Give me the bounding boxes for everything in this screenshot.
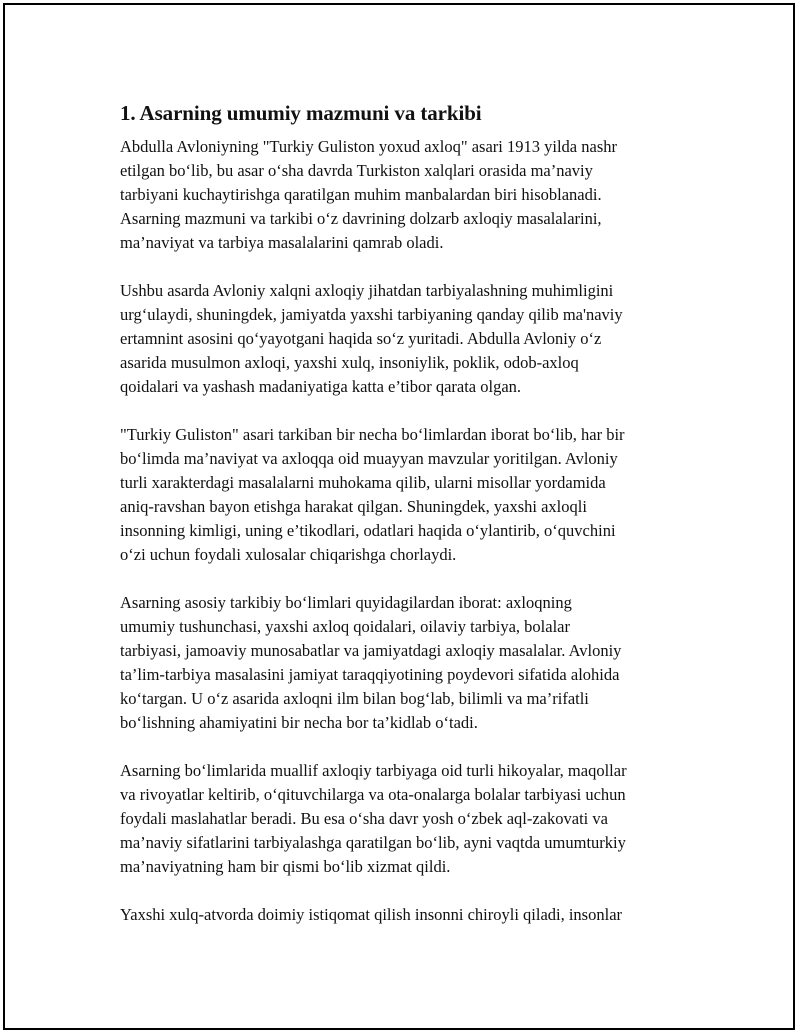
- paragraph-line: ertamnint asosini qo‘yayotgani haqida so‘z yuritadi. Abdulla Avloniy o‘z: [120, 329, 602, 348]
- document-body: [120, 99, 695, 951]
- paragraph-line: va rivoyatlar keltirib, o‘qituvchilarga va ota-onalarga bolalar tarbiyasi uchun: [120, 785, 626, 804]
- paragraph-line: umumiy tushunchasi, yaxshi axloq qoidalari, oilaviy tarbiya, bolalar: [120, 617, 570, 636]
- paragraph-line: aniq-ravshan bayon etishga harakat qilgan. Shuningdek, yaxshi axloqli: [120, 497, 587, 516]
- section-heading: 1. Asarning umumiy mazmuni va tarkibi: [120, 101, 482, 125]
- paragraph-line: foydali maslahatlar beradi. Bu esa o‘sha davr yosh o‘zbek aql-zakovati va: [120, 809, 608, 828]
- paragraph-line: Yaxshi xulq-atvorda doimiy istiqomat qilish insonni chiroyli qiladi, insonlar: [120, 905, 623, 924]
- paragraph-line: Asarning asosiy tarkibiy bo‘limlari quyidagilardan iborat: axloqning: [120, 593, 572, 612]
- paragraph-line: "Turkiy Guliston" asari tarkiban bir necha bo‘limlardan iborat bo‘lib, har bir: [120, 425, 625, 444]
- paragraph-line: ma’naviy sifatlarini tarbiyalashga qaratilgan bo‘lib, ayni vaqtda umumturkiy: [120, 833, 626, 852]
- paragraph-line: o‘zi uchun foydali xulosalar chiqarishga chorlaydi.: [120, 545, 457, 564]
- paragraph-line: etilgan bo‘lib, bu asar o‘sha davrda Turkiston xalqlari orasida ma’naviy: [120, 161, 593, 180]
- paragraph-line: Abdulla Avloniyning "Turkiy Guliston yoxud axloq" asari 1913 yilda nashr: [120, 137, 617, 156]
- paragraph-line: urg‘ulaydi, shuningdek, jamiyatda yaxshi tarbiyaning qanday qilib ma'naviy: [120, 305, 623, 324]
- paragraph: [120, 903, 695, 927]
- paragraph: [120, 423, 695, 567]
- paragraph-line: insonning kimligi, uning e’tikodlari, odatlari haqida o‘ylantirib, o‘quvchini: [120, 521, 616, 540]
- paragraph-line: tarbiyasi, jamoaviy munosabatlar va jamiyatdagi axloqiy masalalar. Avloniy: [120, 641, 622, 660]
- paragraph: [120, 279, 695, 399]
- paragraph-line: Asarning mazmuni va tarkibi o‘z davrining dolzarb axloqiy masalalarini,: [120, 209, 602, 228]
- paragraph-line: Asarning bo‘limlarida muallif axloqiy tarbiyaga oid turli hikoyalar, maqollar: [120, 761, 627, 780]
- paragraph-line: asarida musulmon axloqi, yaxshi xulq, insoniylik, poklik, odob-axloq: [120, 353, 579, 372]
- paragraph-list: [120, 135, 695, 927]
- paragraph: [120, 759, 695, 879]
- paragraph-line: ta’lim-tarbiya masalasini jamiyat taraqqiyotining poydevori sifatida alohida: [120, 665, 620, 684]
- paragraph-line: ko‘targan. U o‘z asarida axloqni ilm bilan bog‘lab, bilimli va ma’rifatli: [120, 689, 589, 708]
- paragraph: [120, 135, 695, 255]
- paragraph-line: turli xarakterdagi masalalarni muhokama qilib, ularni misollar yordamida: [120, 473, 606, 492]
- paragraph-line: tarbiyani kuchaytirishga qaratilgan muhim manbalardan biri hisoblanadi.: [120, 185, 602, 204]
- paragraph-line: bo‘limda ma’naviyat va axloqqa oid muayyan mavzular yoritilgan. Avloniy: [120, 449, 618, 468]
- paragraph-line: ma’naviyatning ham bir qismi bo‘lib xizmat qildi.: [120, 857, 451, 876]
- paragraph-line: Ushbu asarda Avloniy xalqni axloqiy jihatdan tarbiyalashning muhimligini: [120, 281, 614, 300]
- page-frame: [3, 3, 795, 1030]
- paragraph-line: bo‘lishning ahamiyatini bir necha bor ta’kidlab o‘tadi.: [120, 713, 478, 732]
- paragraph-line: ma’naviyat va tarbiya masalalarini qamrab oladi.: [120, 233, 444, 252]
- paragraph: [120, 591, 695, 735]
- paragraph-line: qoidalari va yashash madaniyatiga katta e’tibor qarata olgan.: [120, 377, 522, 396]
